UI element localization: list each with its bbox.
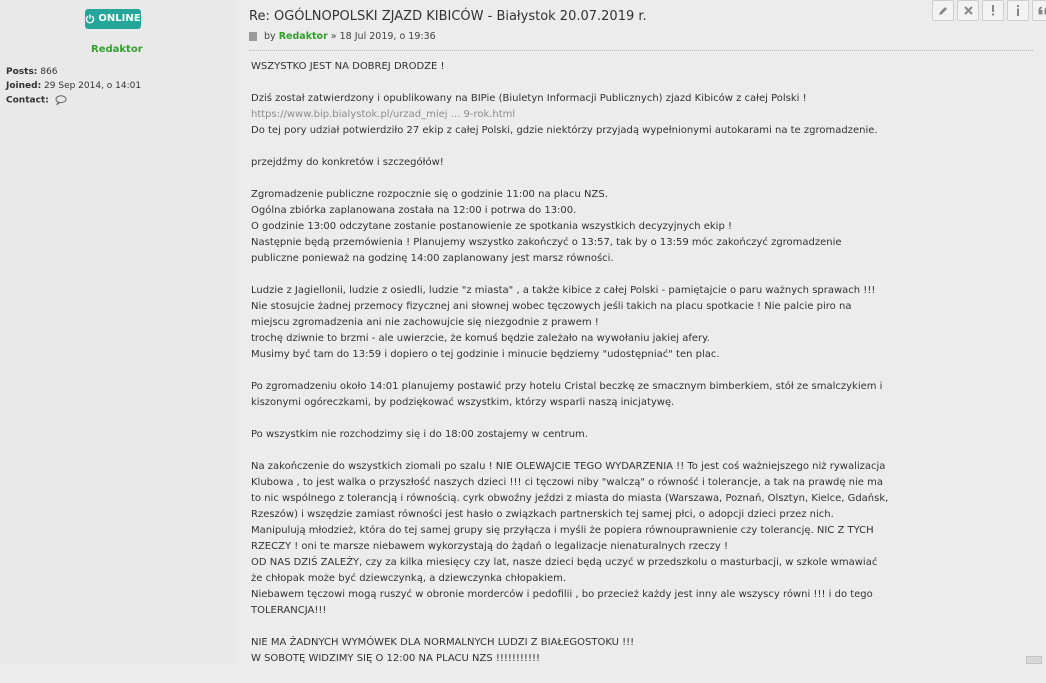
speech-bubble-icon[interactable]	[55, 95, 67, 105]
text-line: Do tej pory udział potwierdziło 27 ekip z całej Polski, gdzie niektórzy przyjadą wypełnionymi autokarami na te zgromadzenie.	[251, 123, 891, 139]
text-line: Musimy być tam do 13:59 i dopiero o tej godzinie i minucie będziemy "udostępniać" ten plac.	[251, 347, 891, 363]
text-line: trochę dziwnie to brzmi - ale uwierzcie, że komuś będzie zależało na wywołaniu jakiej afery.	[251, 331, 891, 347]
back-to-top-tab[interactable]	[1026, 656, 1042, 664]
posts-label: Posts:	[6, 67, 37, 77]
text-line: Nie stosujcie żadnej przemocy fizycznej ani słownej wobec tęczowych jeśli takich na placu spotkacie ! Nie palcie piro na miejscu zgromadzenia ani nie zachowujcie się niezgodnie z prawem !	[251, 299, 891, 331]
paragraph: Po wszystkim nie rozchodzimy się i do 18:00 zostajemy w centrum.	[251, 427, 891, 443]
text-line: Manipulują młodzież, która do tej samej grupy się przyłącza i myśli że popiera równouprawnienie czy tolerancję. NIC Z TYCH RZECZY ! oni te marsze niebawem wykorzystają do żądań o legalizacje nienaturalnych rzeczy !	[251, 523, 891, 555]
info-button[interactable]	[1007, 0, 1029, 21]
posts-value[interactable]: 866	[40, 67, 57, 77]
bip-link[interactable]: https://www.bip.bialystok.pl/urzad_miej ... 9-rok.html	[251, 107, 891, 123]
text-line: W SOBOTĘ WIDZIMY SIĘ O 12:00 NA PLACU NZS !!!!!!!!!!!	[251, 651, 891, 667]
paragraph: przejdźmy do konkretów i szczegółów!	[251, 155, 891, 171]
text-line: OD NAS DZIŚ ZALEŻY, czy za kilka miesięcy czy lat, nasze dzieci będą uczyć w przedszkolu o masturbacji, w szkole wmawiać że chłopak może być dziewczynką, a dziewczynka chłopakiem.	[251, 555, 891, 587]
contact-label: Contact:	[6, 96, 49, 106]
joined-value: 29 Sep 2014, o 14:01	[44, 81, 141, 91]
text-line: NIE MA ŻADNYCH WYMÓWEK DLA NORMALNYCH LUDZI Z BIAŁEGOSTOKU !!!	[251, 635, 891, 651]
user-rank: Redaktor	[91, 44, 143, 55]
paragraph	[251, 91, 891, 139]
posts-count	[6, 67, 57, 77]
post-content	[251, 59, 891, 683]
paragraph	[251, 635, 891, 667]
post-title[interactable]: Re: OGÓLNOPOLSKI ZJAZD KIBICÓW - Białystok 20.07.2019 r.	[249, 9, 849, 24]
text-line: Niebawem tęczowi mogą ruszyć w obronie morderców i pedofilii , bo przecież każdy jest inny ale wszyscy równi !!! i do tego TOLERANCJA!!!	[251, 587, 891, 619]
pencil-icon	[938, 6, 948, 16]
text-line: Ludzie z Jagiellonii, ludzie z osiedli, ludzie "z miasta" , a także kibice z całej Polski - pamiętajcie o paru ważnych sprawach !!!	[251, 283, 891, 299]
paragraph	[251, 459, 891, 619]
quote-icon	[1038, 6, 1046, 15]
text-line: Dziś został zatwierdzony i opublikowany na BIPie (Biuletyn Informacji Publicznych) zjazd Kibiców z całej Polski !	[251, 91, 891, 107]
power-icon	[85, 14, 95, 24]
delete-button[interactable]	[957, 0, 979, 21]
post-author-line	[249, 31, 436, 42]
author-username[interactable]: Redaktor	[279, 31, 328, 42]
online-label: ONLINE	[98, 9, 140, 29]
x-icon	[964, 6, 973, 15]
post-divider	[249, 50, 1033, 51]
text-line: Ogólna zbiórka zaplanowana została na 12:00 i potrwa do 13:00.	[251, 203, 891, 219]
exclamation-icon	[991, 5, 995, 16]
paragraph: WSZYSTKO JEST NA DOBREJ DRODZE !	[251, 59, 891, 75]
quote-button[interactable]	[1032, 0, 1046, 21]
post-actions	[932, 0, 1046, 21]
edit-button[interactable]	[932, 0, 954, 21]
text-line: Na zakończenie do wszystkich ziomali po szalu ! NIE OLEWAJCIE TEGO WYDARZENIA !! To jest coś ważniejszego niż rywalizacja Klubowa , to jest walka o przyszłość naszych dzieci !!! ci tęczowi niby "walczą" o równość i tolerancje, a tak na prawdę nie ma to nic wspólnego z tolerancją i równością. cyrk obwoźny jeździ z miasta do miasta (Warszawa, Poznań, Olsztyn, Kielce, Gdańsk, Rzeszów) i wszędzie zamiast równości jest hasło o związkach partnerskich tej samej płci, o adopcji dzieci przez nich.	[251, 459, 891, 523]
post-icon[interactable]	[249, 32, 257, 41]
text-line: Następnie będą przemówienia ! Planujemy wszystko zakończyć o 13:57, tak by o 13:59 móc zakończyć zgromadzenie publiczne ponieważ na godzinę 14:00 zaplanowany jest marsz równości.	[251, 235, 891, 267]
paragraph	[251, 187, 891, 267]
by-label: by	[264, 31, 276, 42]
post-profile	[0, 0, 236, 664]
post-date: 18 Jul 2019, o 19:36	[340, 31, 436, 42]
info-icon	[1016, 5, 1020, 16]
joined-date	[6, 81, 141, 91]
paragraph	[251, 283, 891, 363]
report-button[interactable]	[982, 0, 1004, 21]
text-line: Zgromadzenie publiczne rozpocznie się o godzinie 11:00 na placu NZS.	[251, 187, 891, 203]
online-badge	[85, 9, 141, 29]
joined-label: Joined:	[6, 81, 41, 91]
text-line: O godzinie 13:00 odczytane zostanie postanowienie ze spotkania wszystkich decyzyjnych ekip !	[251, 219, 891, 235]
paragraph: Po zgromadzeniu około 14:01 planujemy postawić przy hotelu Cristal beczkę ze smacznym bimberkiem, stół ze smalczykiem i kiszonymi ogóreczkami, by podziękować wszystkim, którzy wsparli naszą inicjatywę.	[251, 379, 891, 411]
author-separator: »	[331, 31, 337, 42]
contact	[6, 95, 67, 106]
